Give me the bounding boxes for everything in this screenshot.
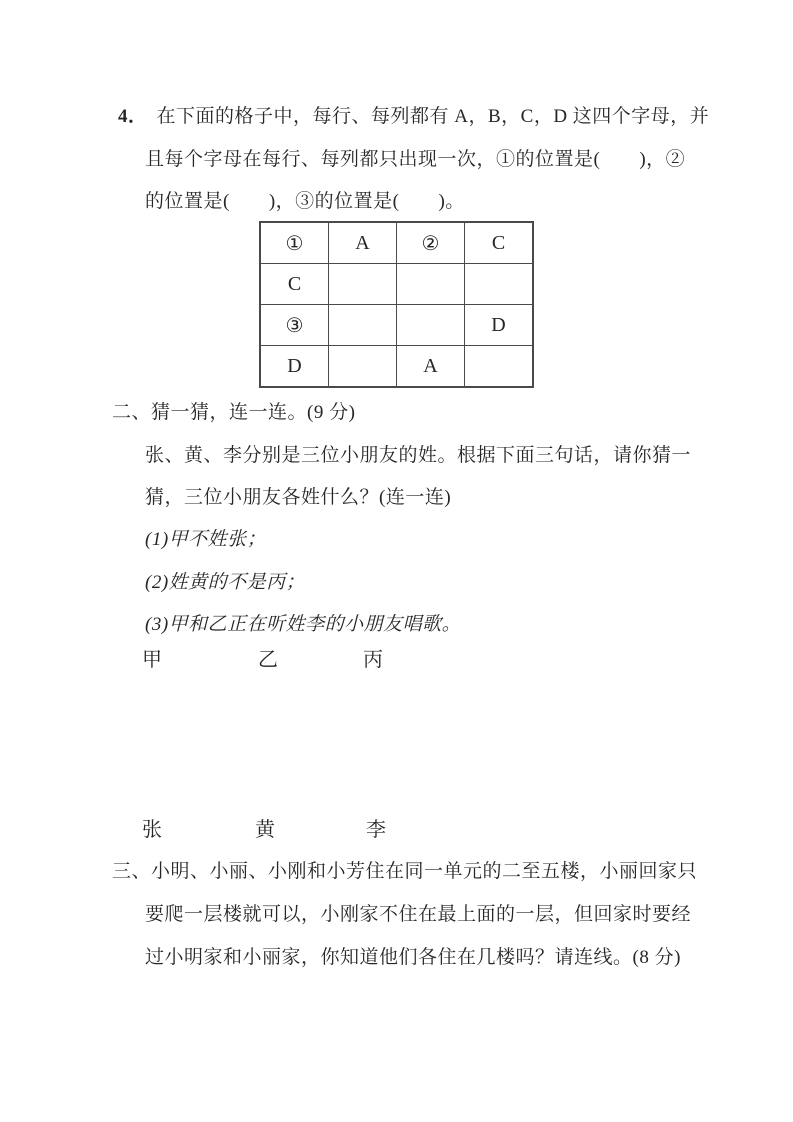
grid-cell (397, 305, 465, 346)
grid-cell (397, 264, 465, 305)
grid-cell (465, 346, 534, 388)
grid-cell: C (260, 264, 329, 305)
question4-line2: 且每个字母在每行、每列都只出现一次，①的位置是( )，② (145, 149, 686, 170)
grid-row (260, 222, 533, 264)
clue-line-1: (1)甲不姓张； (145, 529, 267, 550)
match-surname-zhang: 张 (142, 819, 162, 841)
grid-cell: ③ (260, 305, 329, 346)
match-person-bing: 丙 (363, 649, 383, 671)
grid-cell: ② (397, 222, 465, 264)
grid-cell: C (465, 222, 534, 264)
grid-cell: ① (260, 222, 329, 264)
section3-line1: 三、小明、小丽、小刚和小芳住在同一单元的二至五楼，小丽回家只 (112, 861, 698, 882)
grid-cell: A (329, 222, 397, 264)
grid-cell: A (397, 346, 465, 388)
grid-cell (465, 264, 534, 305)
section2-intro-line1: 张、黄、李分别是三位小朋友的姓。根据下面三句话，请你猜一 (145, 445, 692, 466)
match-person-yi: 乙 (258, 649, 278, 671)
clue-line-3: (3)甲和乙正在听姓李的小朋友唱歌。 (145, 614, 462, 635)
section2-header: 二、猜一猜，连一连。(9 分) (112, 402, 356, 423)
grid-cell (329, 264, 397, 305)
grid-row (260, 346, 533, 388)
question4-number: 4． (118, 106, 148, 127)
clue-line-2: (2)姓黄的不是丙； (145, 572, 306, 593)
question4-line3: 的位置是( )，③的位置是( )。 (145, 191, 465, 212)
question4-line1 (118, 105, 709, 128)
section3-line3: 过小明家和小丽家，你知道他们各住在几楼吗？请连线。(8 分) (145, 947, 681, 968)
letter-grid-table (259, 221, 534, 388)
grid-cell: D (465, 305, 534, 346)
section2-intro-line2: 猜，三位小朋友各姓什么？(连一连) (145, 487, 452, 508)
match-surname-huang: 黄 (255, 819, 275, 841)
grid-row (260, 264, 533, 305)
grid-cell (329, 346, 397, 388)
grid-cell (329, 305, 397, 346)
match-surname-li: 李 (366, 819, 386, 841)
match-person-jia: 甲 (142, 649, 162, 671)
question4-line1-text: 在下面的格子中，每行、每列都有 A，B，C，D 这四个字母，并 (156, 106, 710, 127)
section3-line2: 要爬一层楼就可以，小刚家不住在最上面的一层，但回家时要经 (145, 904, 692, 925)
grid-row (260, 305, 533, 346)
grid-cell: D (260, 346, 329, 388)
